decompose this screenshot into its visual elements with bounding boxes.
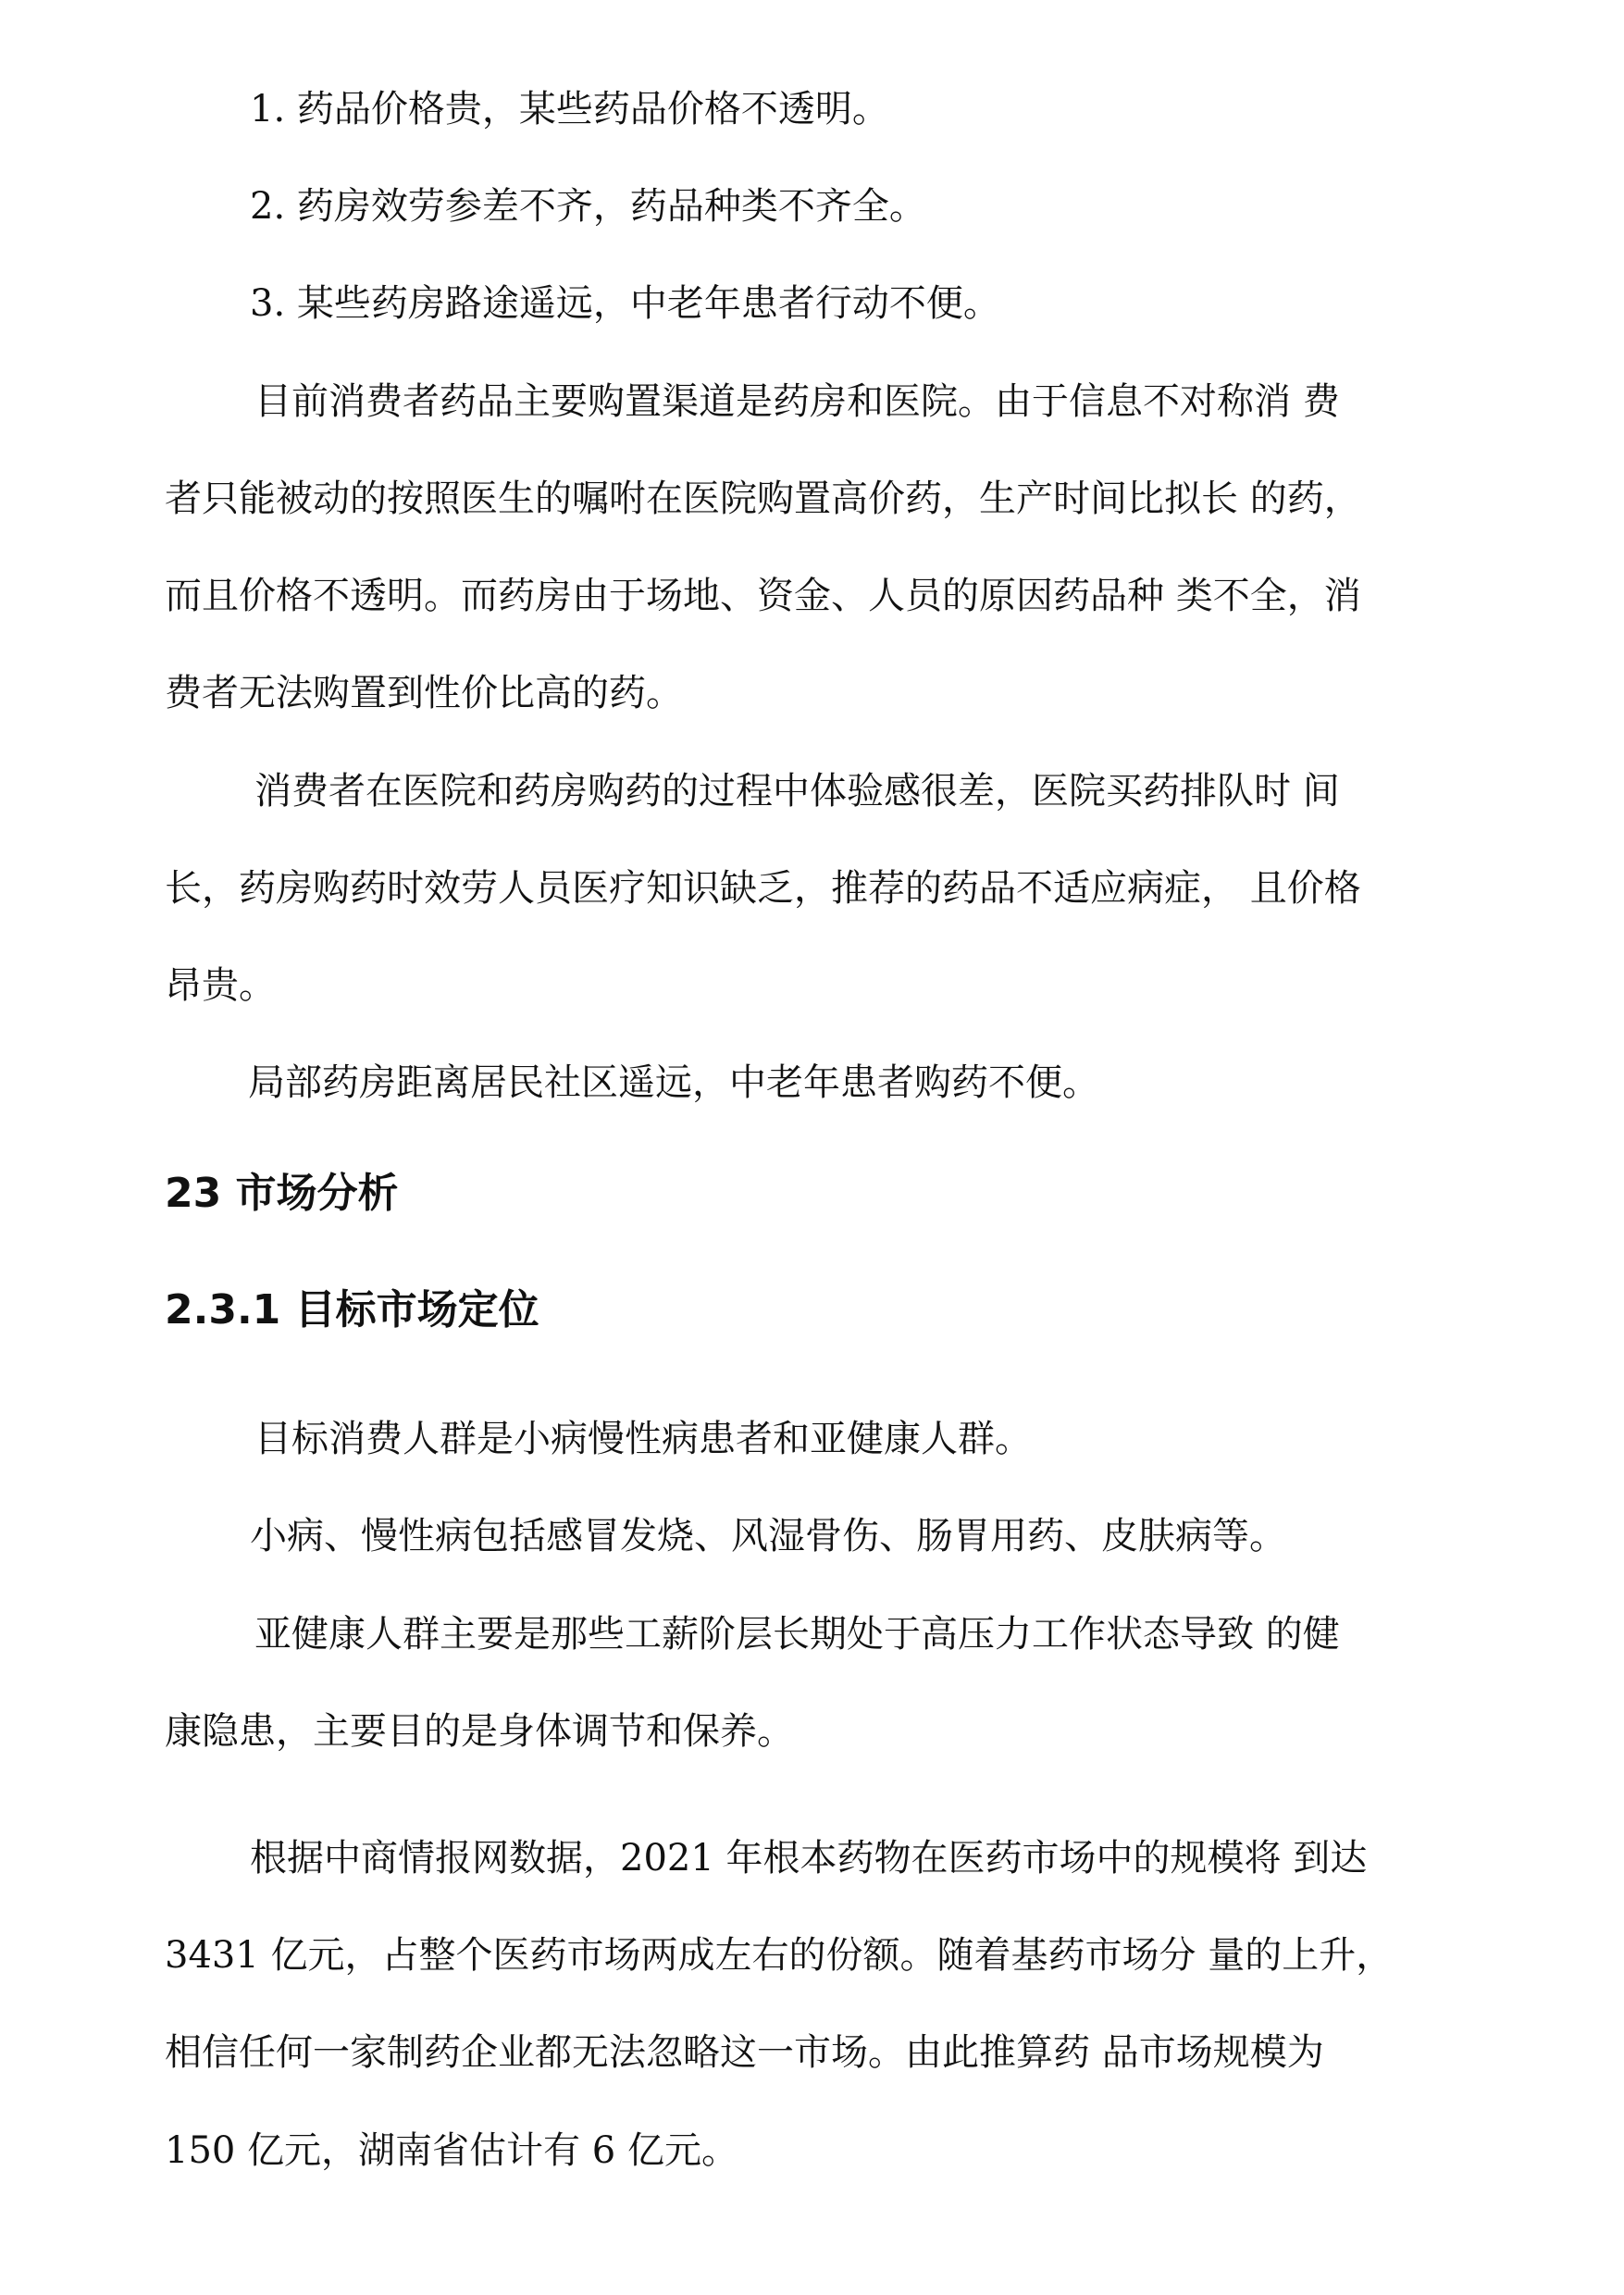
- paragraph-line: 根据中商情报网数据，2021 年根本药物在医药市场中的规模将 到达: [250, 1837, 1368, 1879]
- paragraph-line: 小病、慢性病包括感冒发烧、风湿骨伤、肠胃用药、皮肤病等。: [250, 1515, 1286, 1557]
- paragraph-line: 亚健康人群主要是那些工薪阶层长期处于高压力工作状态导致 的健: [254, 1613, 1340, 1656]
- paragraph-line: 目前消费者药品主要购置渠道是药房和医院。由于信息不对称消 费: [254, 380, 1340, 423]
- paragraph-line: 相信任何一家制药企业都无法忽略这一市场。由此推算药 品市场规模为: [165, 2031, 1324, 2074]
- list-item: 3. 某些药房路途遥远，中老年患者行动不便。: [250, 282, 1000, 325]
- paragraph-line: 消费者在医院和药房购药的过程中体验感很差，医院买药排队时 间: [254, 770, 1340, 813]
- paragraph-line: 康隐患，主要目的是身体调节和保养。: [165, 1710, 794, 1753]
- paragraph-line: 局部药房距离居民社区遥远，中老年患者购药不便。: [248, 1061, 1099, 1104]
- paragraph-line: 长，药房购药时效劳人员医疗知识缺乏，推荐的药品不适应病症， 且价格: [165, 867, 1361, 910]
- paragraph-line: 昂贵。: [165, 964, 276, 1007]
- paragraph-line: 150 亿元，湖南省估计有 6 亿元。: [165, 2129, 738, 2172]
- paragraph-line: 者只能被动的按照医生的嘱咐在医院购置高价药，生产时间比拟长 的药，: [165, 478, 1361, 520]
- list-item: 1. 药品价格贵，某些药品价格不透明。: [250, 88, 889, 130]
- paragraph-line: 而且价格不透明。而药房由于场地、资金、人员的原因药品种 类不全，消: [165, 575, 1361, 617]
- paragraph-line: 目标消费人群是小病慢性病患者和亚健康人群。: [254, 1418, 1032, 1460]
- list-item: 2. 药房效劳参差不齐，药品种类不齐全。: [250, 185, 926, 228]
- subsection-heading: 2.3.1 目标市场定位: [165, 1286, 539, 1334]
- paragraph-line: 费者无法购置到性价比高的药。: [165, 672, 683, 714]
- section-heading: 23 市场分析: [165, 1170, 399, 1217]
- paragraph-line: 3431 亿元，占整个医药市场两成左右的份额。随着基药市场分 量的上升，: [165, 1934, 1394, 1977]
